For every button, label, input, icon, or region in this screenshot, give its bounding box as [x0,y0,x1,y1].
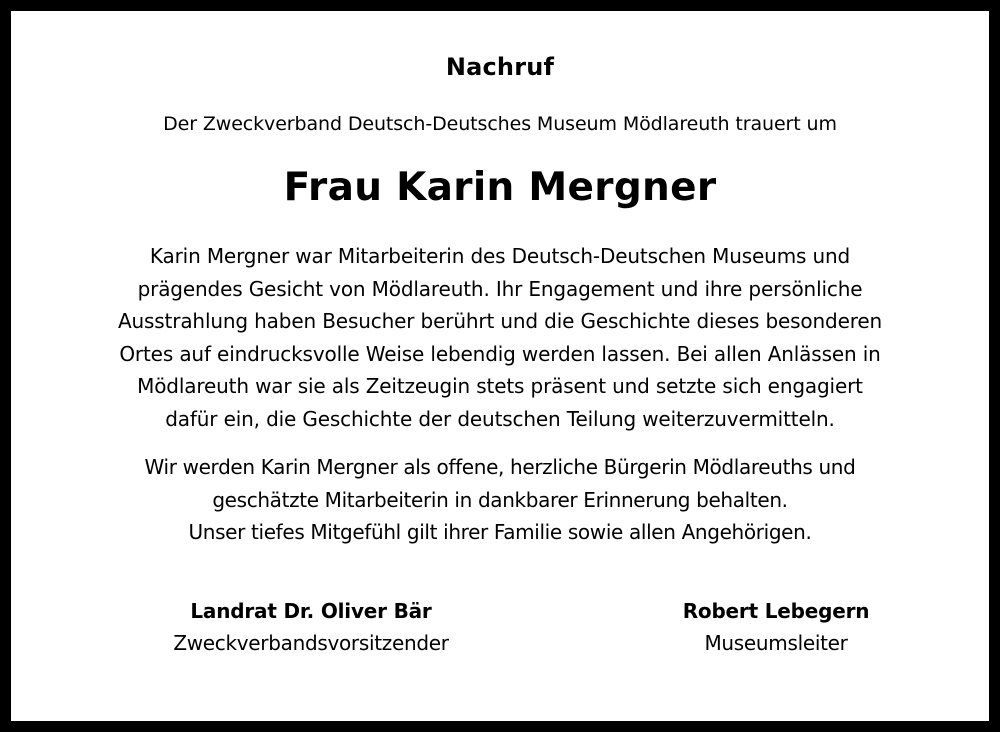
text-line: Ortes auf eindrucksvolle Weise lebendig werden lassen. Bei allen Anlässen in [119,341,881,366]
deceased-name: Frau Karin Mergner [283,165,717,210]
text-line: Karin Mergner war Mitarbeiterin des Deutsch-Deutschen Museums und [149,244,851,268]
notice-heading: Nachruf [445,53,555,81]
text-line: geschätzte Mitarbeiterin in dankbarer Erinnerung behalten. [212,487,788,512]
signatory-role: Museumsleiter [704,631,848,655]
text-line: prägendes Gesicht von Mödlareuth. Ihr Engagement und ihre persönliche [137,276,863,301]
text-line: Mödlareuth war sie als Zeitzeugin stets präsent und setzte sich engagiert [137,374,863,398]
text-line: dafür ein, die Geschichte der deutschen Teilung weiterzuvermitteln. [165,406,835,431]
obituary-notice [11,11,989,721]
notice-subheading: Der Zweckverband Deutsch-Deutsches Museum Mödlareuth trauert um [163,113,837,135]
signatory-right [596,595,956,659]
signatory-role: Zweckverbandsvorsitzender [173,631,449,655]
text-line: Wir werden Karin Mergner als offene, herzliche Bürgerin Mödlareuths und [144,455,856,479]
text-line: Unser tiefes Mitgefühl gilt ihrer Familie sowie allen Angehörigen. [188,520,812,544]
signatory-name: Landrat Dr. Oliver Bär [190,599,432,623]
tribute-paragraph [11,240,989,435]
signatory-name: Robert Lebegern [682,599,870,623]
text-line: Ausstrahlung haben Besucher berührt und die Geschichte dieses besonderen [117,309,883,333]
signatory-left [131,595,491,659]
condolence-paragraph [11,451,989,549]
